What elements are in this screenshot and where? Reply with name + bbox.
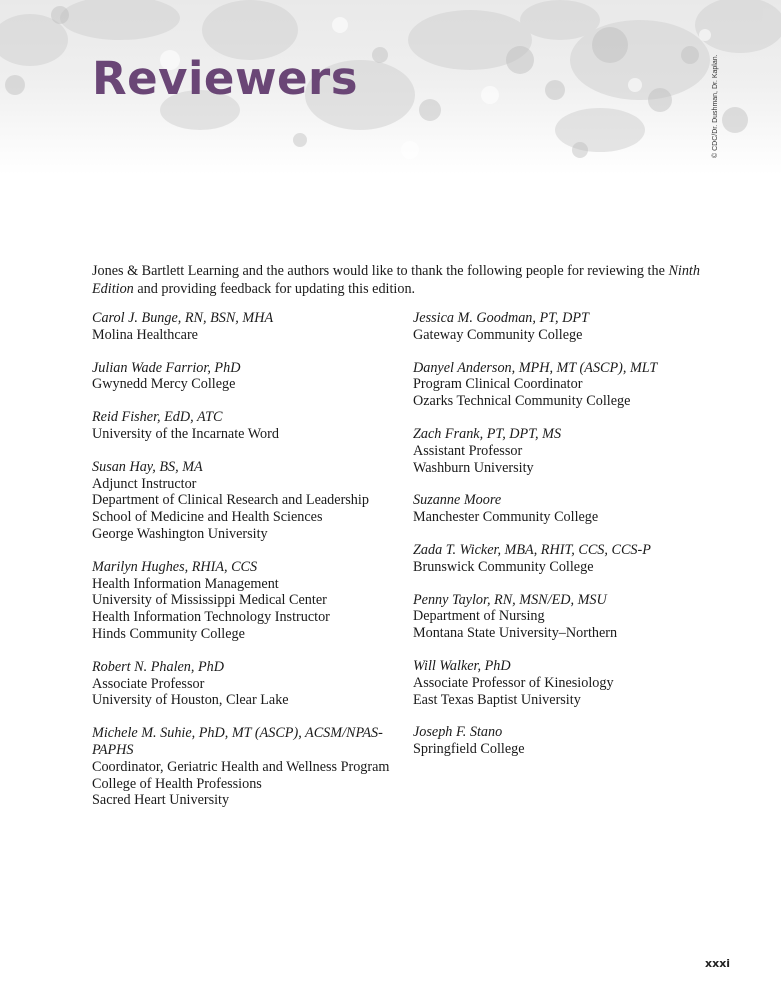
- reviewer-affiliation: Hinds Community College: [92, 625, 245, 642]
- reviewer-name: Carol J. Bunge, RN, BSN, MHA: [92, 310, 274, 326]
- reviewer-affiliation: East Texas Baptist University: [413, 691, 581, 708]
- reviewer-name: Suzanne Moore: [413, 492, 502, 509]
- reviewer-affiliation: School of Medicine and Health Sciences: [92, 509, 323, 526]
- reviewer-entry: [92, 659, 397, 709]
- reviewer-name: Zada T. Wicker, MBA, RHIT, CCS, CCS-P: [413, 541, 651, 558]
- photo-credit-text: © CDC/Dr. Dushman, Dr. Kaplan.: [712, 54, 719, 158]
- reviewer-entry: [92, 559, 397, 643]
- reviewer-name: Zach Frank, PT, DPT, MS: [413, 425, 562, 442]
- reviewer-name: Jessica M. Goodman, PT, DPT: [413, 310, 589, 326]
- header-banner: [0, 0, 781, 175]
- reviewer-entry: [413, 360, 733, 410]
- reviewer-affiliation: Manchester Community College: [413, 509, 599, 526]
- reviewer-affiliation: Associate Professor: [92, 675, 205, 692]
- reviewer-name: Robert N. Phalen, PhD: [92, 658, 225, 675]
- reviewer-affiliation: Assistant Professor: [413, 442, 523, 459]
- reviewer-affiliation: George Washington University: [92, 525, 268, 542]
- reviewer-affiliation: Brunswick Community College: [413, 558, 594, 575]
- reviewer-affiliation: Molina Healthcare: [92, 326, 198, 343]
- reviewer-affiliation: Springfield College: [413, 741, 525, 758]
- reviewer-name: Julian Wade Farrior, PhD: [92, 359, 241, 376]
- reviewer-name: Penny Taylor, RN, MSN/ED, MSU: [413, 591, 607, 608]
- reviewer-entry: [413, 426, 733, 476]
- reviewers-left-column: [92, 310, 397, 825]
- page-title: Reviewers: [92, 52, 359, 105]
- reviewer-entry: [413, 592, 733, 642]
- reviewer-affiliation: University of the Incarnate Word: [92, 425, 279, 442]
- reviewer-affiliation: Program Clinical Coordinator: [413, 376, 583, 393]
- reviewer-affiliation: Ozarks Technical Community College: [413, 393, 631, 410]
- reviewer-name: Joseph F. Stano: [413, 724, 503, 741]
- reviewer-affiliation: Gwynedd Mercy College: [92, 376, 236, 393]
- intro-text-end: and providing feedback for updating this edition.: [133, 280, 416, 297]
- reviewer-name: Reid Fisher, EdD, ATC: [92, 409, 223, 426]
- intro-text-start: Jones & Bartlett Learning and the authors would like to thank the following people for reviewing the: [92, 263, 669, 279]
- reviewer-entry: [413, 542, 733, 576]
- reviewer-affiliation: Associate Professor of Kinesiology: [413, 674, 614, 691]
- reviewer-entry: [92, 360, 397, 394]
- reviewer-entry: [413, 310, 733, 344]
- reviewer-affiliation: Montana State University–Northern: [413, 625, 618, 642]
- reviewer-entry: [92, 725, 397, 809]
- reviewer-entry: [413, 724, 733, 758]
- reviewers-right-column: [413, 310, 733, 774]
- intro-edition: Ninth Edition: [92, 263, 700, 297]
- reviewer-entry: [413, 492, 733, 526]
- reviewer-affiliation: Health Information Management: [92, 575, 279, 592]
- reviewer-entry: [92, 459, 397, 543]
- photo-credit: [707, 54, 721, 158]
- reviewer-entry: [92, 310, 397, 344]
- reviewer-name: Michele M. Suhie, PhD, MT (ASCP), ACSM/NPAS-PAPHS: [92, 725, 383, 758]
- reviewer-affiliation: Adjunct Instructor: [92, 475, 197, 492]
- reviewer-affiliation: Gateway Community College: [413, 326, 583, 343]
- reviewer-entry: [413, 658, 733, 708]
- reviewer-entry: [92, 409, 397, 443]
- reviewer-affiliation: Department of Nursing: [413, 608, 545, 625]
- reviewer-affiliation: College of Health Professions: [92, 775, 262, 792]
- reviewer-name: Danyel Anderson, MPH, MT (ASCP), MLT: [413, 359, 658, 376]
- reviewer-name: Will Walker, PhD: [413, 657, 511, 674]
- reviewer-affiliation: Washburn University: [413, 459, 534, 476]
- reviewer-affiliation: Coordinator, Geriatric Health and Wellness Program: [92, 758, 390, 775]
- reviewer-name: Susan Hay, BS, MA: [92, 458, 203, 475]
- reviewer-affiliation: University of Houston, Clear Lake: [92, 692, 289, 709]
- reviewer-affiliation: Health Information Technology Instructor: [92, 609, 330, 626]
- reviewer-name: Marilyn Hughes, RHIA, CCS: [92, 558, 258, 575]
- reviewer-affiliation: Sacred Heart University: [92, 792, 230, 809]
- intro-paragraph: [92, 263, 722, 298]
- reviewer-affiliation: University of Mississippi Medical Center: [92, 592, 327, 609]
- reviewer-affiliation: Department of Clinical Research and Leadership: [92, 492, 369, 509]
- page-number: xxxi: [705, 957, 731, 970]
